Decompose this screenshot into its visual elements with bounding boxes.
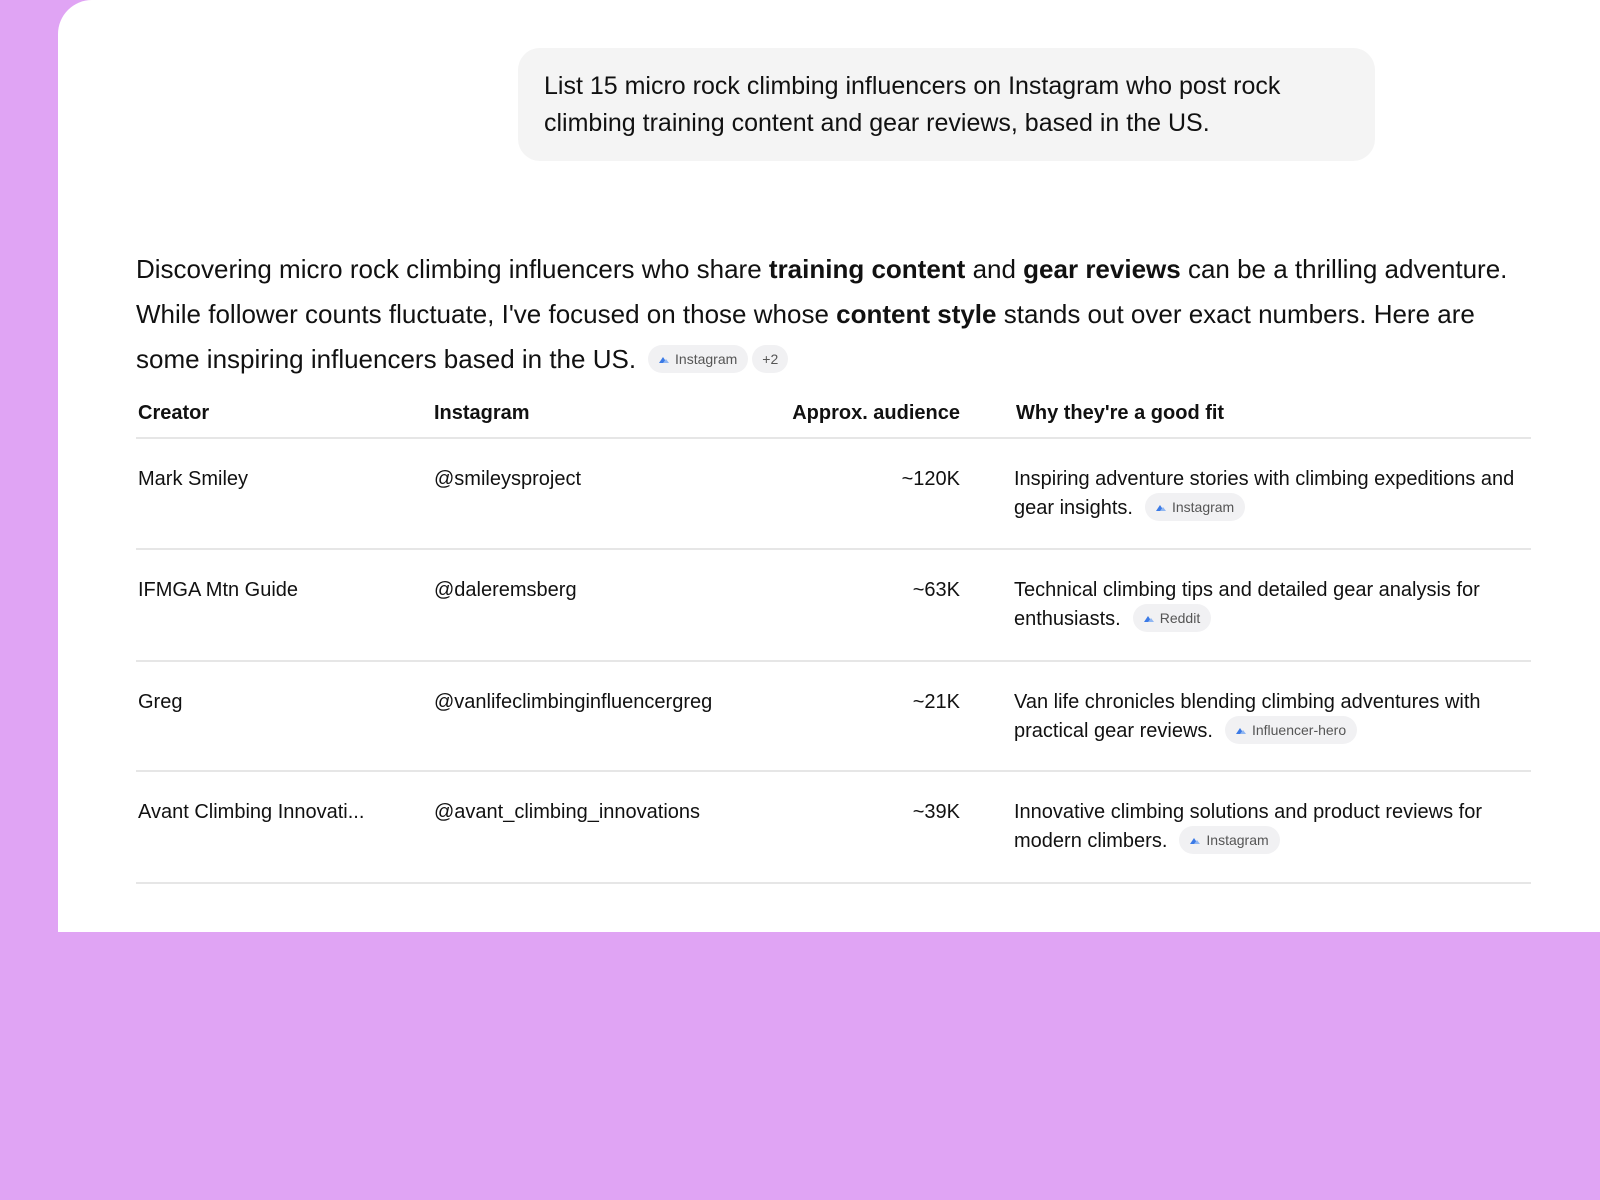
handle-cell: @daleremsberg <box>434 549 770 661</box>
mountain-icon <box>1236 726 1246 734</box>
source-chip-label: Instagram <box>1206 831 1269 848</box>
mountain-icon <box>1156 503 1166 511</box>
source-chip[interactable] <box>1145 493 1245 521</box>
creator-cell: IFMGA Mtn Guide <box>136 549 434 661</box>
header-instagram: Instagram <box>434 390 770 438</box>
creator-cell: Mark Smiley <box>136 438 434 549</box>
answer-text-3: can be a thrilling adventure. While follower counts fluctuate, I've focused on those whose <box>136 254 1508 329</box>
more-sources-chip[interactable] <box>752 345 788 373</box>
why-cell <box>960 771 1531 883</box>
mountain-icon <box>1190 836 1200 844</box>
creator-cell: Avant Climbing Innovati... <box>136 771 434 883</box>
why-text: Inspiring adventure stories with climbing expeditions and gear insights. <box>1014 468 1515 519</box>
table-header-row <box>136 390 1531 438</box>
why-text: Innovative climbing solutions and product reviews for modern climbers. <box>1014 801 1483 852</box>
influencer-table <box>136 390 1531 884</box>
creator-cell: Greg <box>136 661 434 771</box>
user-message-bubble <box>518 48 1375 161</box>
chat-panel <box>58 0 1600 932</box>
why-cell <box>960 549 1531 661</box>
source-chip-instagram[interactable] <box>648 345 748 373</box>
why-cell <box>960 438 1531 549</box>
answer-text-1: Discovering micro rock climbing influencers who share <box>136 254 769 284</box>
handle-cell: @avant_climbing_innovations <box>434 771 770 883</box>
table-row <box>136 438 1531 549</box>
source-chip-label: Reddit <box>1159 609 1201 626</box>
audience-cell: ~120K <box>770 438 960 549</box>
table-row <box>136 661 1531 771</box>
mountain-icon <box>659 355 669 363</box>
answer-text-2: and <box>965 254 1024 284</box>
assistant-answer <box>136 247 1516 382</box>
user-message-text: List 15 micro rock climbing influencers on Instagram who post rock climbing training content and gear reviews, based in the US. <box>544 72 1281 137</box>
answer-bold-gear: gear reviews <box>1023 254 1181 284</box>
answer-text-4: stands out over exact numbers. Here are some inspiring influencers based in the US. <box>136 299 1475 374</box>
more-sources-label: +2 <box>762 351 779 368</box>
source-chip-label: Instagram <box>675 351 738 368</box>
why-text: Van life chronicles blending climbing adventures with practical gear reviews. <box>1014 691 1481 742</box>
answer-bold-style: content style <box>836 299 997 329</box>
why-text: Technical climbing tips and detailed gear analysis for enthusiasts. <box>1014 579 1480 630</box>
source-chip[interactable] <box>1225 716 1357 744</box>
header-creator: Creator <box>136 390 434 438</box>
table-row <box>136 771 1531 883</box>
header-audience: Approx. audience <box>770 390 960 438</box>
audience-cell: ~39K <box>770 771 960 883</box>
table-row <box>136 549 1531 661</box>
handle-cell: @vanlifeclimbinginfluencergreg <box>434 661 770 771</box>
audience-cell: ~21K <box>770 661 960 771</box>
handle-cell: @smileysproject <box>434 438 770 549</box>
why-cell <box>960 661 1531 771</box>
header-why: Why they're a good fit <box>960 390 1531 438</box>
mountain-icon <box>1144 614 1154 622</box>
source-chip-label: Instagram <box>1171 498 1235 515</box>
source-chip[interactable] <box>1133 604 1211 632</box>
source-chip[interactable] <box>1179 826 1279 854</box>
source-chip-label: Influencer-hero <box>1251 721 1347 738</box>
answer-bold-training: training content <box>768 254 966 284</box>
audience-cell: ~63K <box>770 549 960 661</box>
